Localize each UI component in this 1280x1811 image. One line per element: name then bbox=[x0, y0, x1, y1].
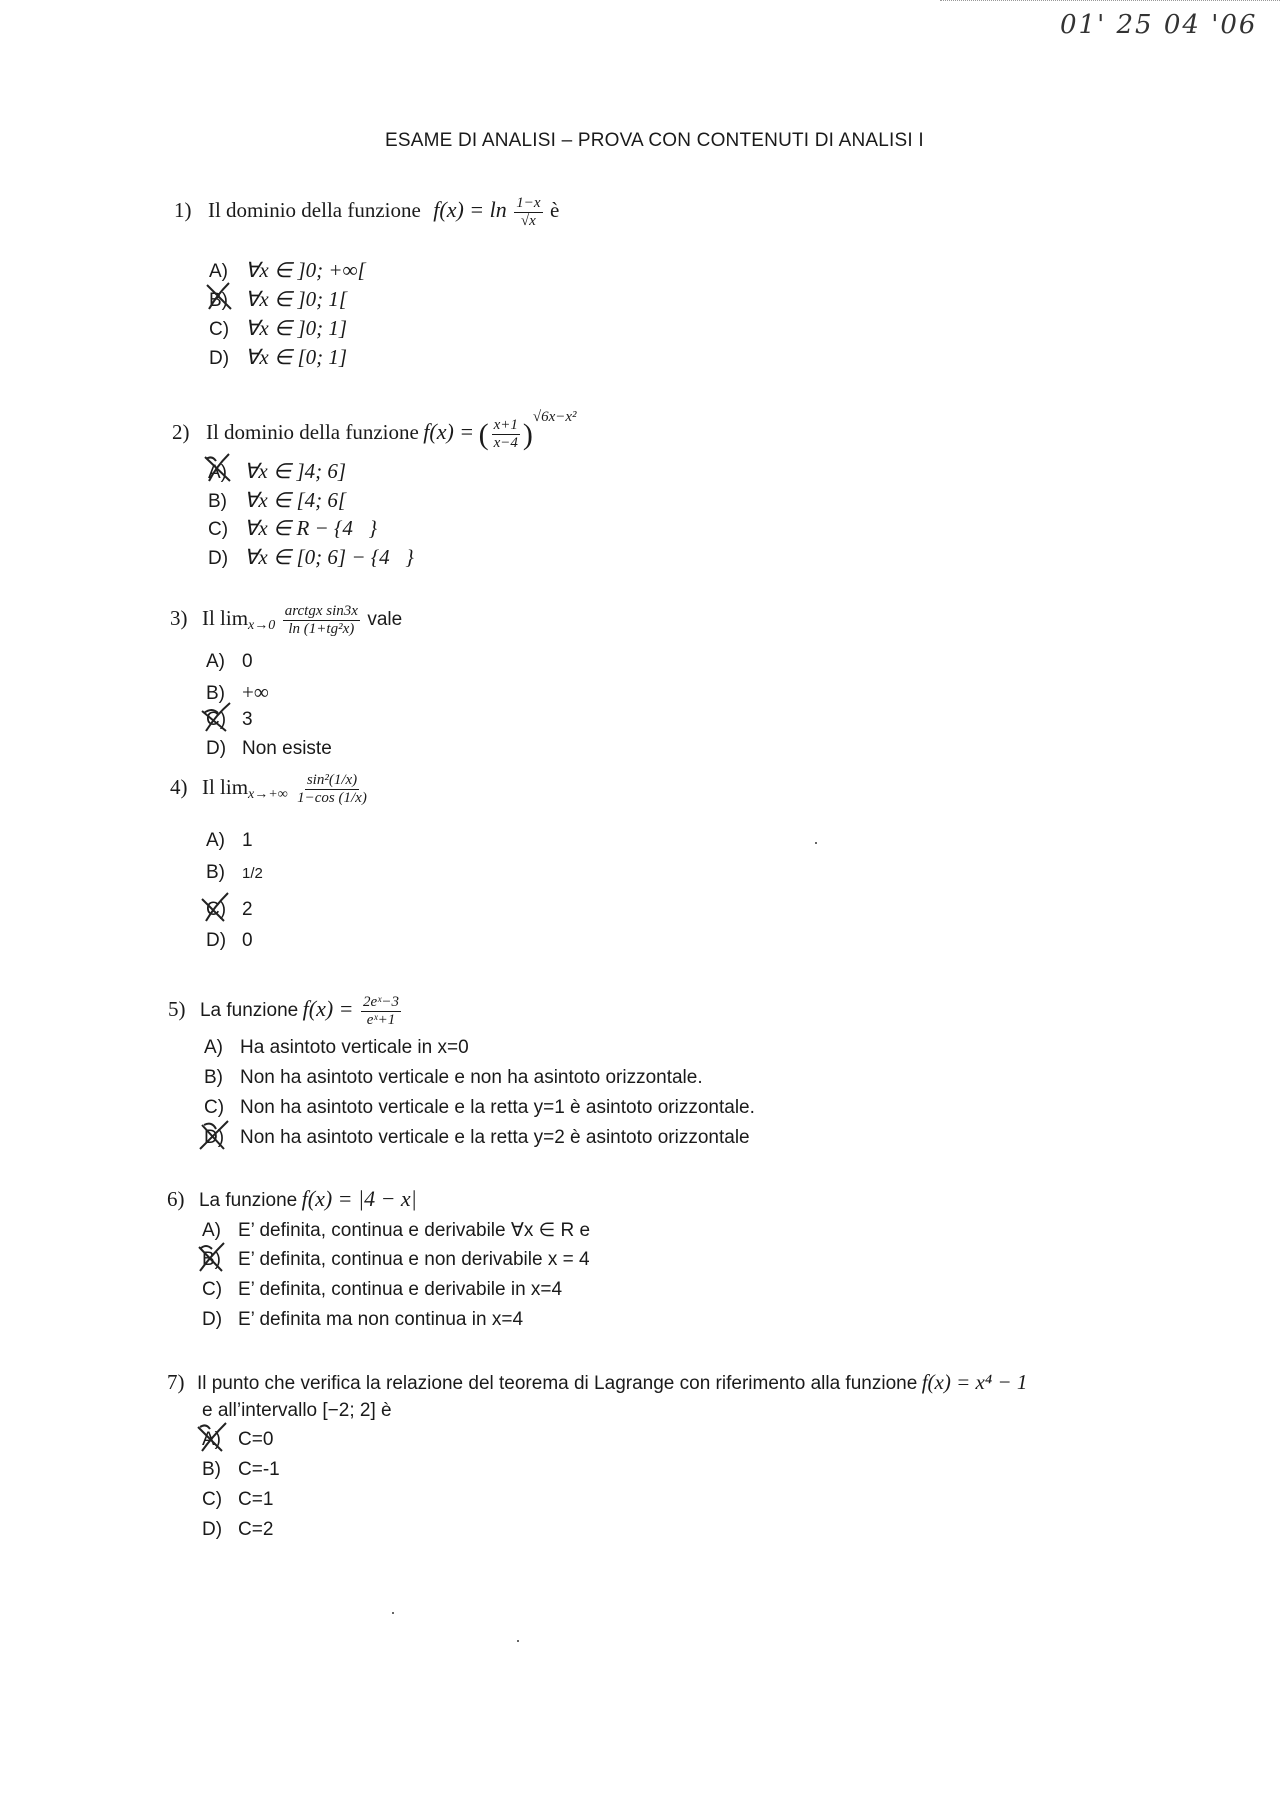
question-text-line2: e all’intervallo [−2; 2] è bbox=[202, 1400, 392, 1421]
option-d[interactable] bbox=[202, 1309, 523, 1331]
option-letter: D) bbox=[206, 930, 227, 951]
fraction-denominator: √x bbox=[520, 212, 536, 229]
option-d[interactable] bbox=[206, 738, 332, 760]
fraction-denominator: 1−cos (1/x) bbox=[297, 789, 367, 806]
option-a-marked[interactable] bbox=[202, 1429, 273, 1451]
option-c-marked[interactable] bbox=[206, 709, 253, 731]
option-text: C=2 bbox=[238, 1519, 274, 1540]
option-text: Non ha asintoto verticale e la retta y=1 è asintoto orizzontale. bbox=[240, 1097, 755, 1118]
option-text: ∀x ∈ ]0; 1[ bbox=[245, 287, 348, 311]
question-4 bbox=[170, 773, 372, 806]
option-c[interactable] bbox=[202, 1279, 562, 1301]
handwritten-cross-icon bbox=[200, 891, 234, 925]
option-d[interactable] bbox=[208, 545, 414, 570]
option-letter: C) bbox=[209, 319, 230, 340]
option-text: 2 bbox=[242, 899, 253, 920]
option-text: ∀x ∈ R − {4 } bbox=[244, 516, 378, 540]
scan-speck bbox=[517, 1640, 519, 1642]
question-text: Il dominio della funzione bbox=[205, 420, 419, 445]
option-text: +∞ bbox=[242, 680, 269, 704]
question-number: 7) bbox=[167, 1370, 185, 1394]
option-letter: B) bbox=[206, 862, 225, 883]
option-text: ∀x ∈ ]0; 1] bbox=[245, 316, 348, 340]
fraction bbox=[514, 196, 542, 229]
question-text: Il lim bbox=[201, 774, 249, 799]
question-text: Il dominio della funzione bbox=[207, 197, 421, 222]
option-letter: D) bbox=[209, 348, 230, 369]
question-number: 2) bbox=[172, 420, 190, 445]
option-b-marked[interactable] bbox=[209, 287, 347, 312]
option-text: ∀x ∈ [0; 1] bbox=[245, 345, 348, 369]
option-text: Non ha asintoto verticale e la retta y=2 è asintoto orizzontale bbox=[240, 1127, 750, 1148]
option-text: 3 bbox=[242, 709, 253, 730]
option-text: Non ha asintoto verticale e non ha asintoto orizzontale. bbox=[240, 1067, 703, 1088]
question-number: 3) bbox=[170, 605, 188, 630]
option-text: 1/2 bbox=[242, 865, 263, 882]
option-c[interactable] bbox=[209, 316, 347, 341]
option-letter: B) bbox=[202, 1459, 221, 1480]
left-paren: ( bbox=[478, 418, 489, 451]
option-letter: B) bbox=[206, 683, 225, 704]
option-letter: C) bbox=[202, 1279, 223, 1300]
question-6 bbox=[167, 1186, 417, 1212]
option-a[interactable] bbox=[206, 830, 253, 852]
function-lhs: f(x) = bbox=[302, 995, 354, 1021]
fraction bbox=[361, 995, 401, 1028]
exam-title: ESAME DI ANALISI – PROVA CON CONTENUTI DI ANALISI I bbox=[385, 130, 924, 151]
handwritten-note: 01' 25 04 '06 bbox=[1060, 10, 1258, 40]
fraction-numerator: arctgx sin3x bbox=[284, 603, 358, 619]
handwritten-cross-icon bbox=[202, 451, 236, 485]
handwritten-cross-icon bbox=[196, 1241, 230, 1275]
option-text: 0 bbox=[242, 930, 253, 951]
option-text: 0 bbox=[242, 651, 253, 672]
handwritten-cross-icon bbox=[198, 1119, 232, 1153]
option-text: ∀x ∈ ]4; 6] bbox=[244, 459, 347, 483]
option-letter: B) bbox=[209, 290, 228, 311]
handwritten-cross-icon bbox=[200, 701, 234, 735]
fraction-numerator: 2eˣ−3 bbox=[362, 994, 399, 1010]
function-lhs: f(x) = bbox=[423, 419, 475, 445]
option-c[interactable] bbox=[208, 516, 377, 541]
option-text: E’ definita ma non continua in x=4 bbox=[238, 1309, 524, 1330]
option-letter: B) bbox=[208, 491, 227, 512]
fraction-denominator: ln (1+tg²x) bbox=[288, 620, 355, 637]
option-letter: D) bbox=[202, 1519, 223, 1540]
fraction-numerator: sin²(1/x) bbox=[306, 772, 358, 788]
option-letter: D) bbox=[202, 1309, 223, 1330]
option-c[interactable] bbox=[202, 1489, 273, 1511]
limit-subscript: x→0 bbox=[248, 618, 276, 634]
option-text: E’ definita, continua e derivabile in x=4 bbox=[238, 1279, 563, 1300]
option-text: Ha asintoto verticale in x=0 bbox=[240, 1037, 469, 1058]
option-letter: C) bbox=[204, 1097, 225, 1118]
option-c[interactable] bbox=[204, 1097, 755, 1119]
option-letter: C) bbox=[202, 1489, 223, 1510]
fraction-numerator: x+1 bbox=[493, 417, 518, 434]
fraction-denominator: eˣ+1 bbox=[366, 1011, 396, 1028]
option-letter: D) bbox=[204, 1127, 225, 1148]
option-a[interactable] bbox=[204, 1037, 469, 1059]
question-number: 5) bbox=[168, 996, 186, 1021]
question-text: La funzione bbox=[198, 1190, 298, 1211]
function-lhs: f(x) = |4 − x| bbox=[301, 1186, 417, 1211]
right-paren: ) bbox=[522, 418, 533, 451]
option-text: E’ definita, continua e derivabile ∀x ∈ R e bbox=[238, 1220, 591, 1241]
option-letter: A) bbox=[202, 1220, 221, 1241]
option-text: 1 bbox=[242, 830, 253, 851]
handwritten-cross-icon bbox=[196, 1421, 230, 1455]
option-letter: A) bbox=[206, 830, 225, 851]
function-lhs: f(x) = ln bbox=[433, 196, 507, 222]
question-2 bbox=[172, 408, 577, 452]
option-text: ∀x ∈ [4; 6[ bbox=[244, 488, 347, 512]
question-5 bbox=[168, 995, 404, 1028]
question-text-after: è bbox=[549, 197, 560, 222]
option-letter: D) bbox=[208, 548, 229, 569]
option-letter: A) bbox=[206, 651, 225, 672]
question-text: Il punto che verifica la relazione del teorema di Lagrange con riferimento alla funzione bbox=[196, 1373, 918, 1394]
option-text: E’ definita, continua e non derivabile x = 4 bbox=[238, 1249, 590, 1270]
scan-top-edge bbox=[940, 0, 1280, 3]
question-3 bbox=[170, 604, 402, 637]
question-number: 6) bbox=[167, 1187, 185, 1211]
option-letter: B) bbox=[202, 1249, 221, 1270]
question-text: Il lim bbox=[201, 605, 249, 630]
option-a[interactable] bbox=[202, 1219, 590, 1242]
option-letter: C) bbox=[208, 519, 229, 540]
option-d[interactable] bbox=[206, 930, 253, 952]
option-text: Non esiste bbox=[242, 738, 332, 759]
question-text-after: vale bbox=[367, 608, 403, 630]
handwritten-cross-icon bbox=[203, 279, 237, 313]
option-b[interactable] bbox=[202, 1459, 280, 1481]
option-letter: B) bbox=[204, 1067, 223, 1088]
scan-speck bbox=[815, 842, 817, 844]
option-letter: C) bbox=[206, 709, 227, 730]
option-d[interactable] bbox=[202, 1519, 273, 1541]
option-text: ∀x ∈ [0; 6] − {4 } bbox=[244, 545, 414, 569]
question-number: 4) bbox=[170, 774, 188, 799]
option-text: C=1 bbox=[238, 1489, 274, 1510]
fraction-denominator: x−4 bbox=[493, 435, 518, 452]
exponent: √6x−x² bbox=[532, 408, 577, 425]
option-d[interactable] bbox=[209, 345, 347, 370]
option-d-marked[interactable] bbox=[204, 1127, 750, 1149]
option-text: C=0 bbox=[238, 1429, 274, 1450]
option-letter: D) bbox=[206, 738, 227, 759]
option-text: C=-1 bbox=[238, 1459, 280, 1480]
question-1 bbox=[174, 196, 559, 229]
option-letter: A) bbox=[204, 1037, 223, 1058]
option-b[interactable] bbox=[206, 862, 263, 884]
option-letter: A) bbox=[202, 1429, 221, 1450]
limit-subscript: x→+∞ bbox=[248, 787, 288, 803]
function-lhs: f(x) = x⁴ − 1 bbox=[921, 1370, 1028, 1394]
option-letter: C) bbox=[206, 899, 227, 920]
option-text: ∀x ∈ ]0; +∞[ bbox=[245, 258, 366, 282]
option-a-marked[interactable] bbox=[208, 459, 346, 484]
fraction bbox=[492, 418, 520, 451]
fraction bbox=[283, 604, 360, 637]
option-letter: A) bbox=[208, 462, 227, 483]
option-b[interactable] bbox=[208, 488, 346, 513]
question-7 bbox=[167, 1370, 1027, 1395]
option-b[interactable] bbox=[204, 1067, 703, 1089]
option-c-marked[interactable] bbox=[206, 899, 253, 921]
question-number: 1) bbox=[174, 197, 192, 222]
option-b-marked[interactable] bbox=[202, 1249, 590, 1271]
fraction-numerator: 1−x bbox=[516, 195, 541, 211]
question-text: La funzione bbox=[199, 999, 299, 1021]
option-letter: A) bbox=[209, 261, 228, 282]
fraction bbox=[295, 773, 369, 806]
scan-speck bbox=[392, 1612, 394, 1614]
option-a[interactable] bbox=[206, 651, 253, 673]
